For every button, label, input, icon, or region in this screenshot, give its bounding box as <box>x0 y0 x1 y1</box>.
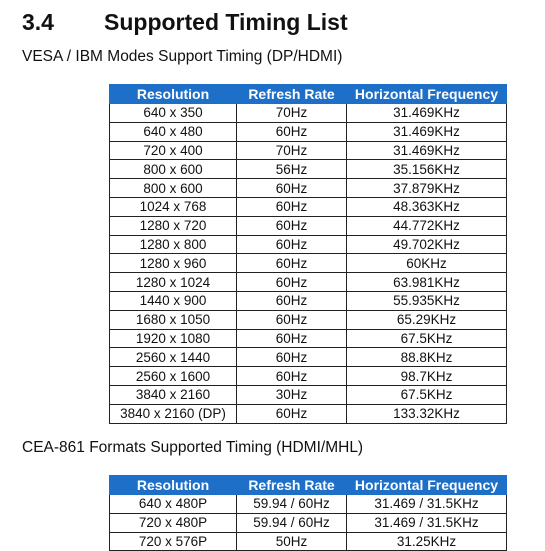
refresh-rate-cell: 60Hz <box>237 273 347 292</box>
horizontal-frequency-cell: 35.156KHz <box>347 160 507 179</box>
resolution-cell: 1280 x 720 <box>110 216 237 235</box>
table-row <box>110 348 507 367</box>
table-row <box>110 235 507 254</box>
table-row <box>110 254 507 273</box>
refresh-rate-cell: 60Hz <box>237 179 347 198</box>
refresh-rate-cell: 56Hz <box>237 160 347 179</box>
table-row <box>110 104 507 123</box>
resolution-cell: 1680 x 1050 <box>110 310 237 329</box>
column-header-resolution: Resolution <box>110 476 237 495</box>
resolution-cell: 720 x 480P <box>110 513 237 532</box>
table-row <box>110 532 507 551</box>
refresh-rate-cell: 60Hz <box>237 348 347 367</box>
horizontal-frequency-cell: 55.935KHz <box>347 291 507 310</box>
table-header-row <box>110 85 507 104</box>
table-row <box>110 385 507 404</box>
table-row <box>110 179 507 198</box>
table-row <box>110 310 507 329</box>
resolution-cell: 1440 x 900 <box>110 291 237 310</box>
refresh-rate-cell: 70Hz <box>237 141 347 160</box>
resolution-cell: 2560 x 1600 <box>110 367 237 386</box>
cea-table-title: CEA-861 Formats Supported Timing (HDMI/MHL) <box>22 439 364 456</box>
refresh-rate-cell: 60Hz <box>237 310 347 329</box>
horizontal-frequency-cell: 31.25KHz <box>347 532 507 551</box>
table-row <box>110 197 507 216</box>
refresh-rate-cell: 50Hz <box>237 532 347 551</box>
cea-timing-table <box>109 475 507 551</box>
column-header-horizontal-frequency: Horizontal Frequency <box>347 85 507 104</box>
table-row <box>110 216 507 235</box>
horizontal-frequency-cell: 65.29KHz <box>347 310 507 329</box>
refresh-rate-cell: 60Hz <box>237 235 347 254</box>
table-row <box>110 367 507 386</box>
table-row <box>110 495 507 514</box>
refresh-rate-cell: 59.94 / 60Hz <box>237 513 347 532</box>
refresh-rate-cell: 60Hz <box>237 329 347 348</box>
refresh-rate-cell: 60Hz <box>237 367 347 386</box>
horizontal-frequency-cell: 31.469KHz <box>347 104 507 123</box>
horizontal-frequency-cell: 48.363KHz <box>347 197 507 216</box>
horizontal-frequency-cell: 49.702KHz <box>347 235 507 254</box>
horizontal-frequency-cell: 31.469 / 31.5KHz <box>347 495 507 514</box>
horizontal-frequency-cell: 60KHz <box>347 254 507 273</box>
refresh-rate-cell: 60Hz <box>237 404 347 423</box>
resolution-cell: 720 x 576P <box>110 532 237 551</box>
vesa-table-body <box>110 104 507 424</box>
cea-table-body <box>110 495 507 551</box>
resolution-cell: 3840 x 2160 (DP) <box>110 404 237 423</box>
table-row <box>110 329 507 348</box>
horizontal-frequency-cell: 133.32KHz <box>347 404 507 423</box>
horizontal-frequency-cell: 31.469 / 31.5KHz <box>347 513 507 532</box>
section-title: Supported Timing List <box>104 9 348 35</box>
resolution-cell: 640 x 480 <box>110 122 237 141</box>
resolution-cell: 2560 x 1440 <box>110 348 237 367</box>
refresh-rate-cell: 60Hz <box>237 254 347 273</box>
resolution-cell: 1024 x 768 <box>110 197 237 216</box>
table-header-row <box>110 476 507 495</box>
resolution-cell: 1280 x 960 <box>110 254 237 273</box>
horizontal-frequency-cell: 63.981KHz <box>347 273 507 292</box>
table-row <box>110 273 507 292</box>
resolution-cell: 720 x 400 <box>110 141 237 160</box>
horizontal-frequency-cell: 67.5KHz <box>347 385 507 404</box>
column-header-refresh-rate: Refresh Rate <box>237 85 347 104</box>
refresh-rate-cell: 60Hz <box>237 122 347 141</box>
horizontal-frequency-cell: 67.5KHz <box>347 329 507 348</box>
resolution-cell: 1280 x 1024 <box>110 273 237 292</box>
horizontal-frequency-cell: 44.772KHz <box>347 216 507 235</box>
resolution-cell: 1280 x 800 <box>110 235 237 254</box>
refresh-rate-cell: 60Hz <box>237 216 347 235</box>
vesa-table-title: VESA / IBM Modes Support Timing (DP/HDMI) <box>22 48 343 65</box>
horizontal-frequency-cell: 31.469KHz <box>347 141 507 160</box>
resolution-cell: 3840 x 2160 <box>110 385 237 404</box>
resolution-cell: 640 x 480P <box>110 495 237 514</box>
section-number: 3.4 <box>22 9 54 35</box>
table-row <box>110 404 507 423</box>
refresh-rate-cell: 30Hz <box>237 385 347 404</box>
table-row <box>110 122 507 141</box>
horizontal-frequency-cell: 98.7KHz <box>347 367 507 386</box>
resolution-cell: 640 x 350 <box>110 104 237 123</box>
horizontal-frequency-cell: 88.8KHz <box>347 348 507 367</box>
refresh-rate-cell: 59.94 / 60Hz <box>237 495 347 514</box>
vesa-timing-table <box>109 84 507 424</box>
refresh-rate-cell: 60Hz <box>237 197 347 216</box>
table-row <box>110 141 507 160</box>
horizontal-frequency-cell: 37.879KHz <box>347 179 507 198</box>
column-header-horizontal-frequency: Horizontal Frequency <box>347 476 507 495</box>
table-row <box>110 513 507 532</box>
table-row <box>110 291 507 310</box>
resolution-cell: 800 x 600 <box>110 160 237 179</box>
section-heading <box>22 9 348 36</box>
refresh-rate-cell: 60Hz <box>237 291 347 310</box>
refresh-rate-cell: 70Hz <box>237 104 347 123</box>
resolution-cell: 1920 x 1080 <box>110 329 237 348</box>
table-row <box>110 160 507 179</box>
column-header-refresh-rate: Refresh Rate <box>237 476 347 495</box>
resolution-cell: 800 x 600 <box>110 179 237 198</box>
horizontal-frequency-cell: 31.469KHz <box>347 122 507 141</box>
column-header-resolution: Resolution <box>110 85 237 104</box>
